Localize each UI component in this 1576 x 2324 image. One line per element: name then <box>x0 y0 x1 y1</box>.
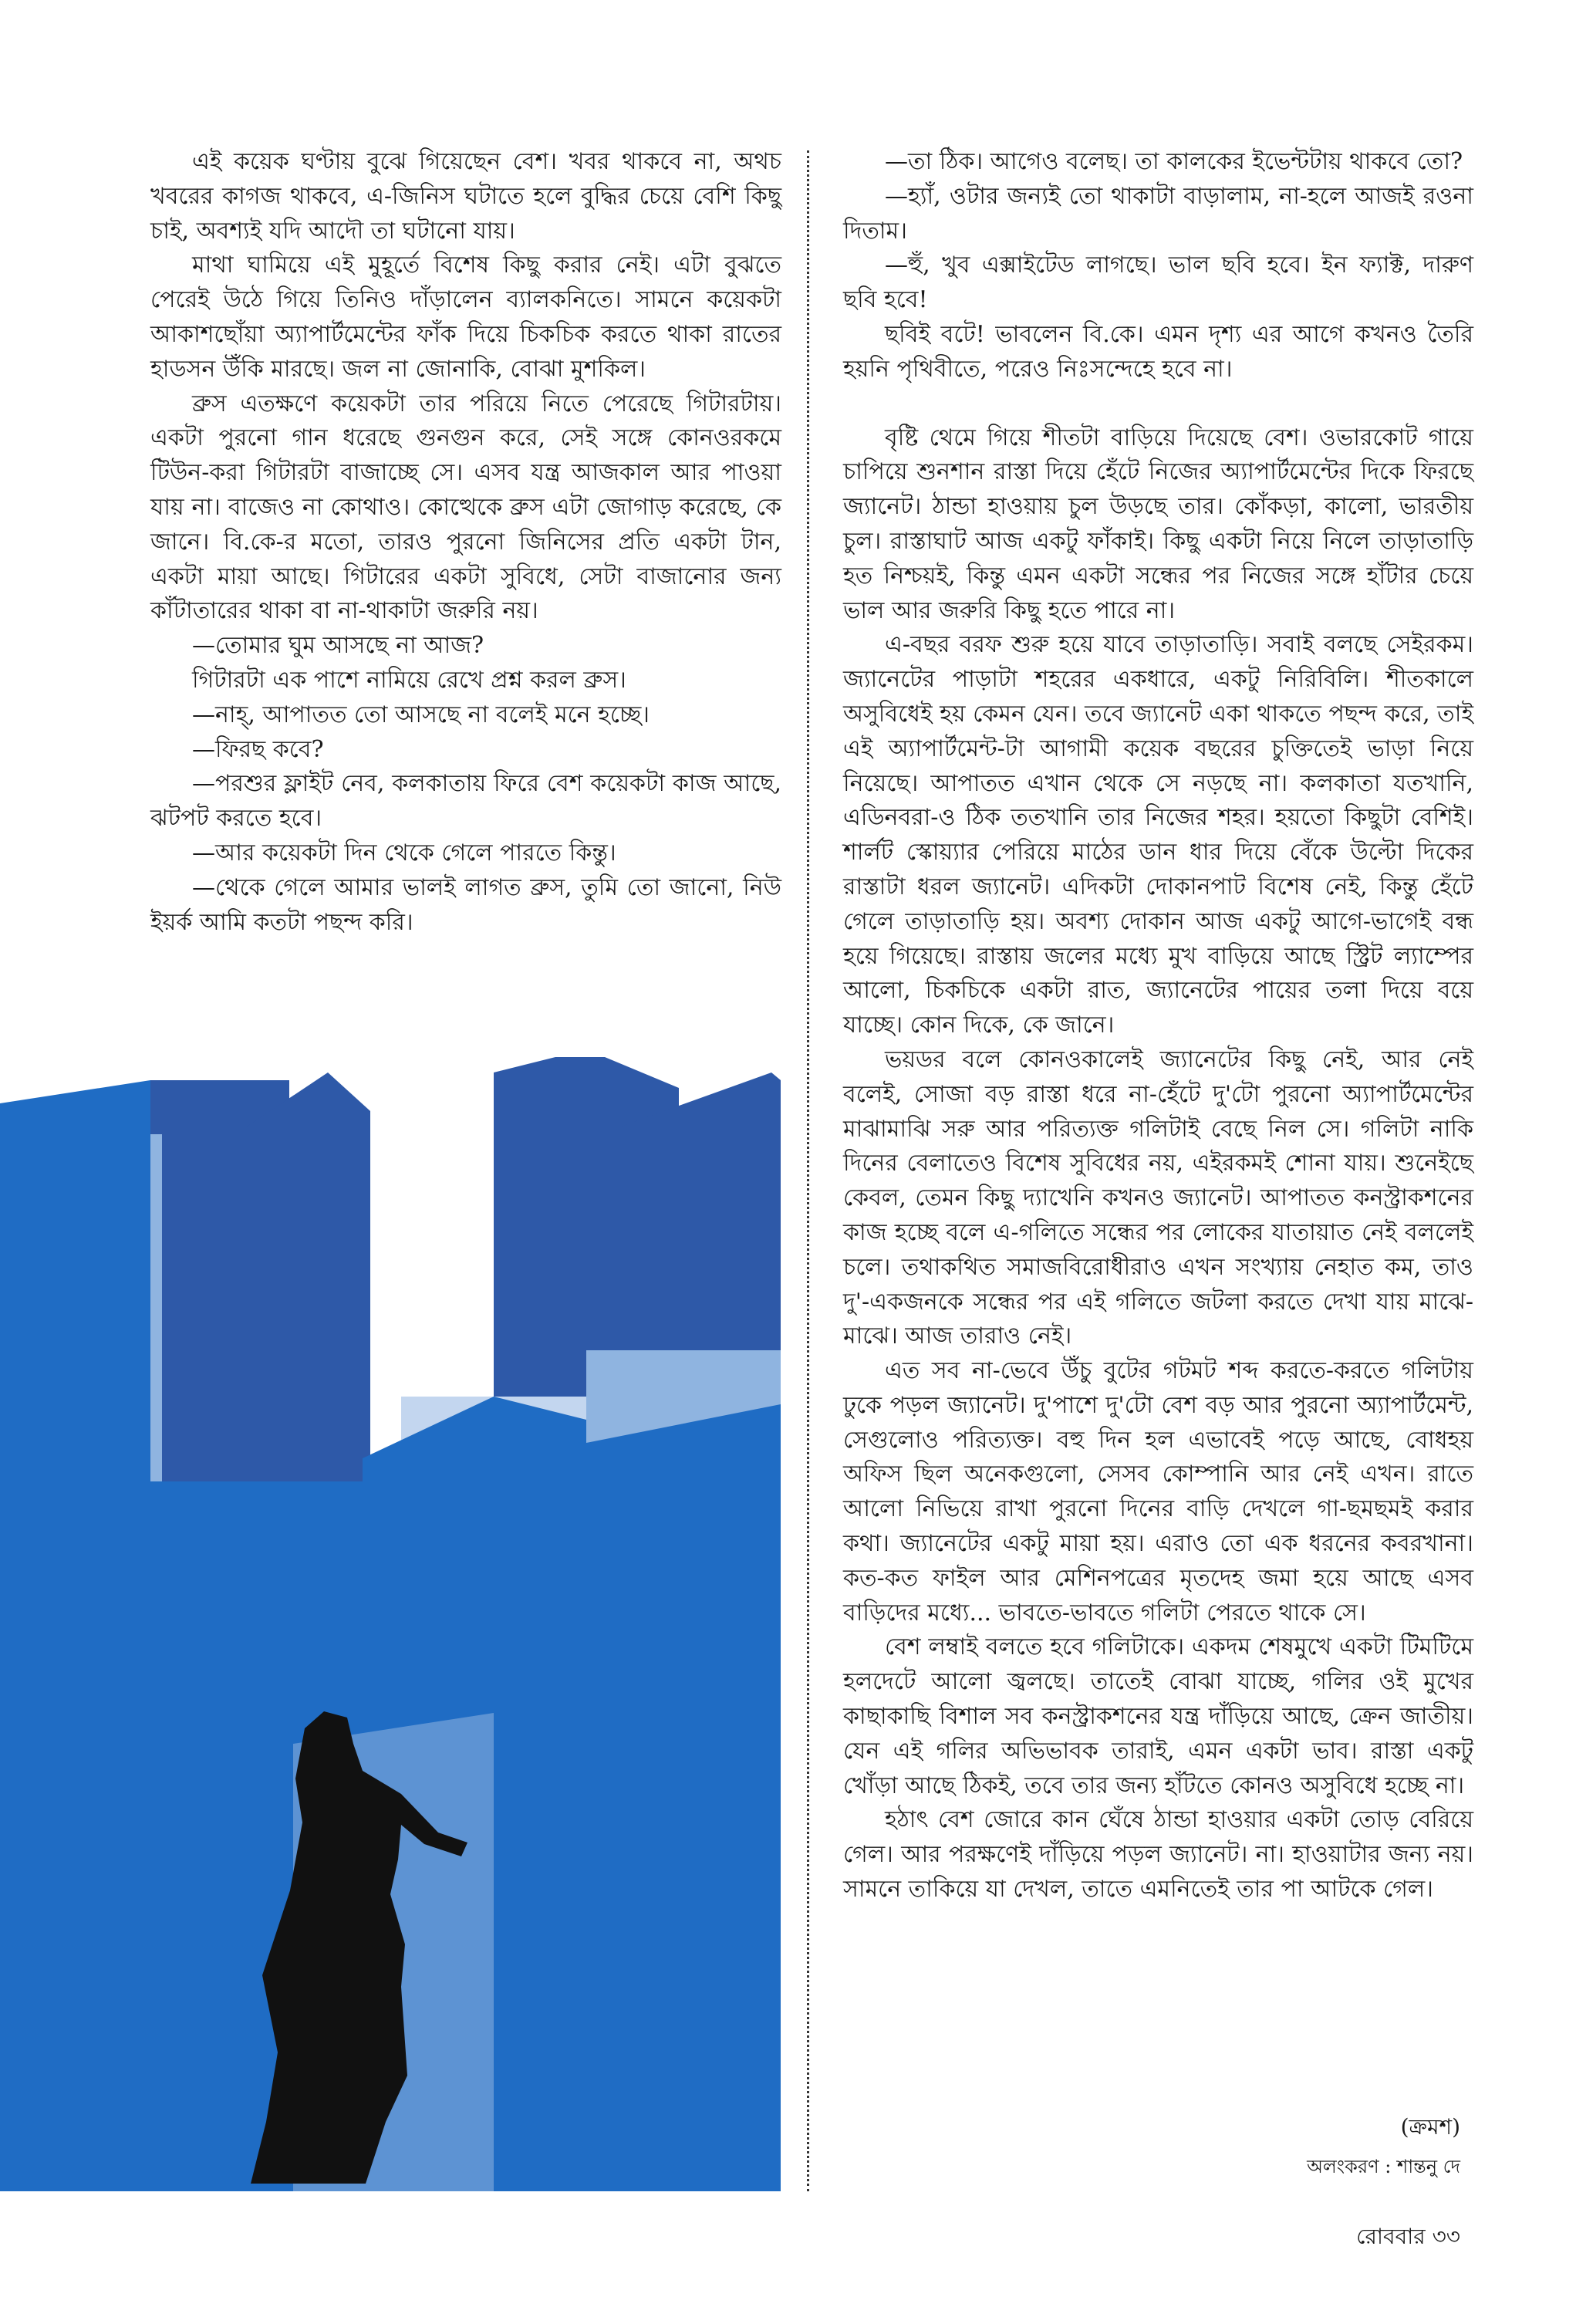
column-divider <box>807 150 809 2191</box>
dialogue-line: —হুঁ, খুব এক্সাইটেড লাগছে। ভাল ছবি হবে। ইন ফ্যাক্ট, দারুণ ছবি হবে! <box>843 252 1473 314</box>
right-column <box>843 145 1473 1907</box>
dialogue-line: —ফিরছ কবে? <box>192 735 324 763</box>
paragraph: বেশ লম্বাই বলতে হবে গলিটাকে। একদম শেষমুখে একটা টিমটিমে হলদেটে আলো জ্বলছে। তাতেই বোঝা যাচ্ছে, গলির ওই মুখের কাছাকাছি বিশাল সব কনস্ট্রাকশনের যন্ত্র দাঁড়িয়ে আছে, ক্রেন জাতীয়। যেন এই গলির অভিভাবক তারাই, এমন একটা ভাব। রাস্তা একটু খোঁড়া আছে ঠিকই, তবে তার জন্য হাঁটতে কোনও অসুবিধে হচ্ছে না। <box>843 1633 1473 1799</box>
dialogue-line: —তা ঠিক। আগেও বলেছ। তা কালকের ইভেন্টটায় থাকবে তো? <box>885 148 1463 175</box>
paragraph: ভয়ডর বলে কোনওকালেই জ্যানেটের কিছু নেই, আর নেই বলেই, সোজা বড় রাস্তা ধরে না-হেঁটে দু'টো পুরনো অ্যাপার্টমেন্টের মাঝামাঝি সরু আর পরিত্যক্ত গলিটাই বেছে নিল সে। গলিটা নাকি দিনের বেলাতেও বিশেষ সুবিধের নয়, এইরকমই শোনা যায়। শুনেইছে কেবল, তেমন কিছু দ্যাখেনি কখনও জ্যানেট। আপাতত কনস্ট্রাকশনের কাজ হচ্ছে বলে এ-গলিতে সন্ধের পর লোকের যাতায়াত নেই বললেই চলে। তথাকথিত সমাজবিরোধীরাও এখন সংখ্যায় নেহাত কম, তাও দু'-একজনকে সন্ধের পর এই গলিতে জটলা করতে দেখা যায় মাঝে-মাঝে। আজ তারাও নেই। <box>843 1045 1473 1350</box>
page-folio: রোববার ৩৩ <box>1356 2224 1460 2249</box>
tower-front <box>0 1080 150 2191</box>
left-column <box>150 145 781 940</box>
illustration-credit: অলংকরণ : শান্তনু দে <box>1307 2156 1460 2177</box>
paragraph: এত সব না-ভেবে উঁচু বুটের গটমট শব্দ করতে-করতে গলিটায় ঢুকে পড়ল জ্যানেট। দু'পাশে দু'টো বেশ বড় আর পুরনো অ্যাপার্টমেন্ট, সেগুলোও পরিত্যক্ত। বহু দিন হল এভাবেই পড়ে আছে, বোধহয় অফিস ছিল অনেকগুলো, সেসব কোম্পানি আর নেই এখন। রাতে আলো নিভিয়ে রাখা পুরনো দিনের বাড়ি দেখলে গা-ছমছমই করার কথা। জ্যানেটের একটু মায়া হয়। এরাও তো এক ধরনের কবরখানা। কত-কত ফাইল আর মেশিনপত্রের মৃতদেহ জমা হয়ে আছে এসব বাড়িদের মধ্যে... ভাবতে-ভাবতে গলিটা পেরতে থাকে সে। <box>843 1357 1473 1626</box>
dialogue-line: —তোমার ঘুম আসছে না আজ? <box>192 632 484 660</box>
paragraph: গিটারটা এক পাশে নামিয়ে রেখে প্রশ্ন করল ব্রুস। <box>192 666 626 694</box>
dialogue-line: —থেকে গেলে আমার ভালই লাগত ব্রুস, তুমি তো জানো, নিউ ইয়র্ক আমি কতটা পছন্দ করি। <box>150 873 781 936</box>
continued-note: (ক্রমশ) <box>1400 2114 1460 2140</box>
paragraph: হঠাৎ বেশ জোরে কান ঘেঁষে ঠান্ডা হাওয়ার একটা তোড় বেরিয়ে গেল। আর পরক্ষণেই দাঁড়িয়ে পড়ল জ্যানেট। না। হাওয়াটার জন্য নয়। সামনে তাকিয়ে যা দেখল, তাতে এমনিতেই তার পা আটকে গেল। <box>843 1806 1473 1903</box>
dialogue-line: —নাহ্, আপাতত তো আসছে না বলেই মনে হচ্ছে। <box>192 701 650 728</box>
dialogue-line: —হ্যাঁ, ওটার জন্যই তো থাকাটা বাড়ালাম, না-হলে আজই রওনা দিতাম। <box>843 182 1473 245</box>
city-silhouette-illustration <box>0 1057 781 2191</box>
paragraph: বৃষ্টি থেমে গিয়ে শীতটা বাড়িয়ে দিয়েছে বেশ। ওভারকোট গায়ে চাপিয়ে শুনশান রাস্তা দিয়ে হেঁটে নিজের অ্যাপার্টমেন্টের দিকে ফিরছে জ্যানেট। ঠান্ডা হাওয়ায় চুল উড়ছে তার। কোঁকড়া, কালো, ভারতীয় চুল। রাস্তাঘাট আজ একটু ফাঁকাই। কিছু একটা নিয়ে নিলে তাড়াতাড়ি হত নিশ্চয়ই, কিন্তু এমন একটা সন্ধের পর নিজের সঙ্গে হাঁটার চেয়ে ভাল আর জরুরি কিছু হতে পারে না। <box>843 424 1473 624</box>
paragraph: ছবিই বটে! ভাবলেন বি.কে। এমন দৃশ্য এর আগে কখনও তৈরি হয়নি পৃথিবীতে, পরেও নিঃসন্দেহে হবে না। <box>843 320 1473 383</box>
paragraph: এই কয়েক ঘণ্টায় বুঝে গিয়েছেন বেশ। খবর থাকবে না, অথচ খবরের কাগজ থাকবে, এ-জিনিস ঘটাতে হলে বুদ্ধির চেয়ে বেশি কিছু চাই, অবশ্যই যদি আদৌ তা ঘটানো যায়। <box>150 148 781 245</box>
tower-back <box>247 1072 370 1520</box>
dialogue-line: —আর কয়েকটা দিন থেকে গেলে পারতে কিন্তু। <box>192 839 616 866</box>
paragraph: এ-বছর বরফ শুরু হয়ে যাবে তাড়াতাড়ি। সবাই বলছে সেইরকম। জ্যানেটের পাড়াটা শহরের একধারে, একটু নিরিবিলি। শীতকালে অসুবিধেই হয় কেমন যেন। তবে জ্যানেট একা থাকতে পছন্দ করে, তাই এই অ্যাপার্টমেন্ট-টা আগামী কয়েক বছরের চুক্তিতেই ভাড়া নিয়ে নিয়েছে। আপাতত এখান থেকে সে নড়ছে না। কলকাতা যতখানি, এডিনবরা-ও ঠিক ততখানি তার নিজের শহর। হয়তো কিছুটা বেশিই। শার্লট স্কোয়্যার পেরিয়ে মাঠের ডান ধার দিয়ে বেঁকে উল্টো দিকের রাস্তাটা ধরল জ্যানেট। এদিকটা দোকানপাট বিশেষ নেই, কিন্তু হেঁটে গেলে তাড়াতাড়ি হয়। অবশ্য দোকান আজ একটু আগে-ভাগেই বন্ধ হয়ে গিয়েছে। রাস্তায় জলের মধ্যে মুখ বাড়িয়ে আছে স্ট্রিট ল্যাম্পের আলো, চিকচিকে একটা রাত, জ্যানেটের পায়ের তলা দিয়ে বয়ে যাচ্ছে। কোন দিকে, কে জানে। <box>843 631 1473 1039</box>
dialogue-line: —পরশুর ফ্লাইট নেব, কলকাতায় ফিরে বেশ কয়েকটা কাজ আছে, ঝটপট করতে হবে। <box>150 770 781 833</box>
tower-front <box>586 1404 781 2191</box>
paragraph: ব্রুস এতক্ষণে কয়েকটা তার পরিয়ে নিতে পেরেছে গিটারটায়। একটা পুরনো গান ধরেছে গুনগুন করে, সেই সঙ্গে কোনওরকমে টিউন-করা গিটারটা বাজাচ্ছে সে। এসব যন্ত্র আজকাল আর পাওয়া যায় না। বাজেও না কোথাও। কোত্থেকে ব্রুস এটা জোগাড় করেছে, কে জানে। বি.কে-র মতো, তারও পুরনো জিনিসের প্রতি একটা টান, একটা মায়া আছে। গিটারের একটা সুবিধে, সেটা বাজানোর জন্য কাঁটাতারের থাকা বা না-থাকাটা জরুরি নয়। <box>150 390 781 625</box>
paragraph: মাথা ঘামিয়ে এই মুহূর্তে বিশেষ কিছু করার নেই। এটা বুঝতে পেরেই উঠে গিয়ে তিনিও দাঁড়ালেন ব্যালকনিতে। সামনে কয়েকটা আকাশছোঁয়া অ্যাপার্টমেন্টের ফাঁক দিয়ে চিকচিক করতে থাকা রাতের হাডসন উঁকি মারছে। জল না জোনাকি, বোঝা মুশকিল। <box>150 252 781 383</box>
